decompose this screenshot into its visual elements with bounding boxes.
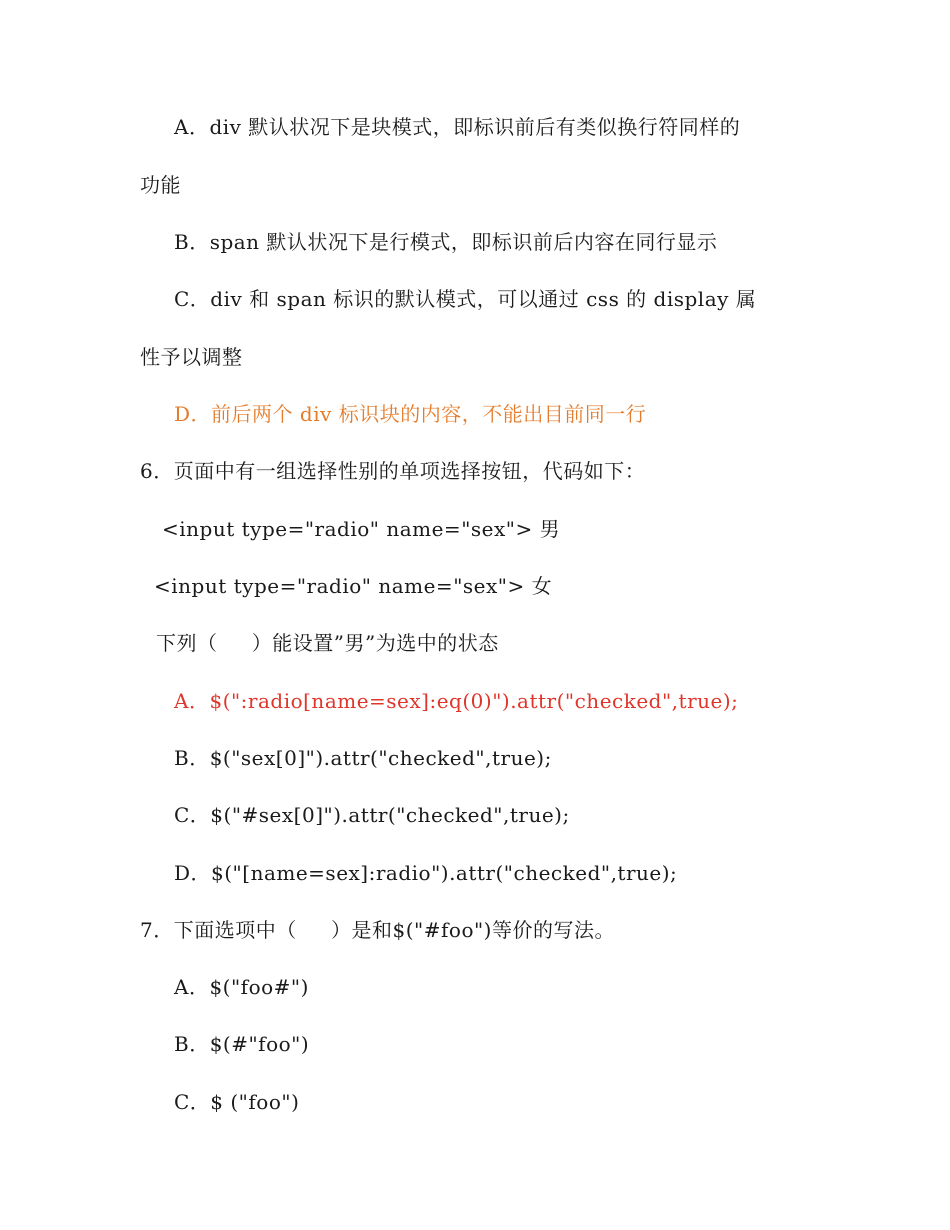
q7-option-b: B．$(#"foo")	[174, 1032, 310, 1056]
q5-option-a-line2: 功能	[140, 173, 181, 197]
q6-option-d: D．$("[name=sex]:radio").attr("checked",true);	[174, 861, 678, 885]
q7-option-a: A．$("foo#")	[174, 975, 309, 999]
q6-code-line-2: <input type="radio" name="sex"> 女	[154, 574, 553, 598]
q5-option-d-answer: D．前后两个 div 标识块的内容，不能出目前同一行	[174, 402, 647, 426]
q6-option-c: C．$("#sex[0]").attr("checked",true);	[174, 803, 570, 827]
q6-code-line-1: <input type="radio" name="sex"> 男	[162, 517, 561, 541]
question-7-stem: 7．下面选项中（ ）是和$("#foo")等价的写法。	[140, 918, 615, 942]
q6-prompt: 下列（ ）能设置”男”为选中的状态	[156, 631, 499, 655]
q5-option-b: B．span 默认状况下是行模式，即标识前后内容在同行显示	[174, 230, 718, 254]
q6-option-b: B．$("sex[0]").attr("checked",true);	[174, 746, 552, 770]
q6-option-a-answer: A．$(":radio[name=sex]:eq(0)").attr("checked",true);	[174, 689, 739, 713]
question-6-stem: 6．页面中有一组选择性别的单项选择按钮，代码如下：	[140, 459, 646, 483]
q7-option-c: C．$ ("foo")	[174, 1090, 300, 1114]
q5-option-a-line1: A．div 默认状况下是块模式，即标识前后有类似换行符同样的	[174, 115, 741, 139]
q5-option-c-line2: 性予以调整	[140, 345, 243, 369]
q5-option-c-line1: C．div 和 span 标识的默认模式，可以通过 css 的 display 属	[174, 287, 757, 311]
